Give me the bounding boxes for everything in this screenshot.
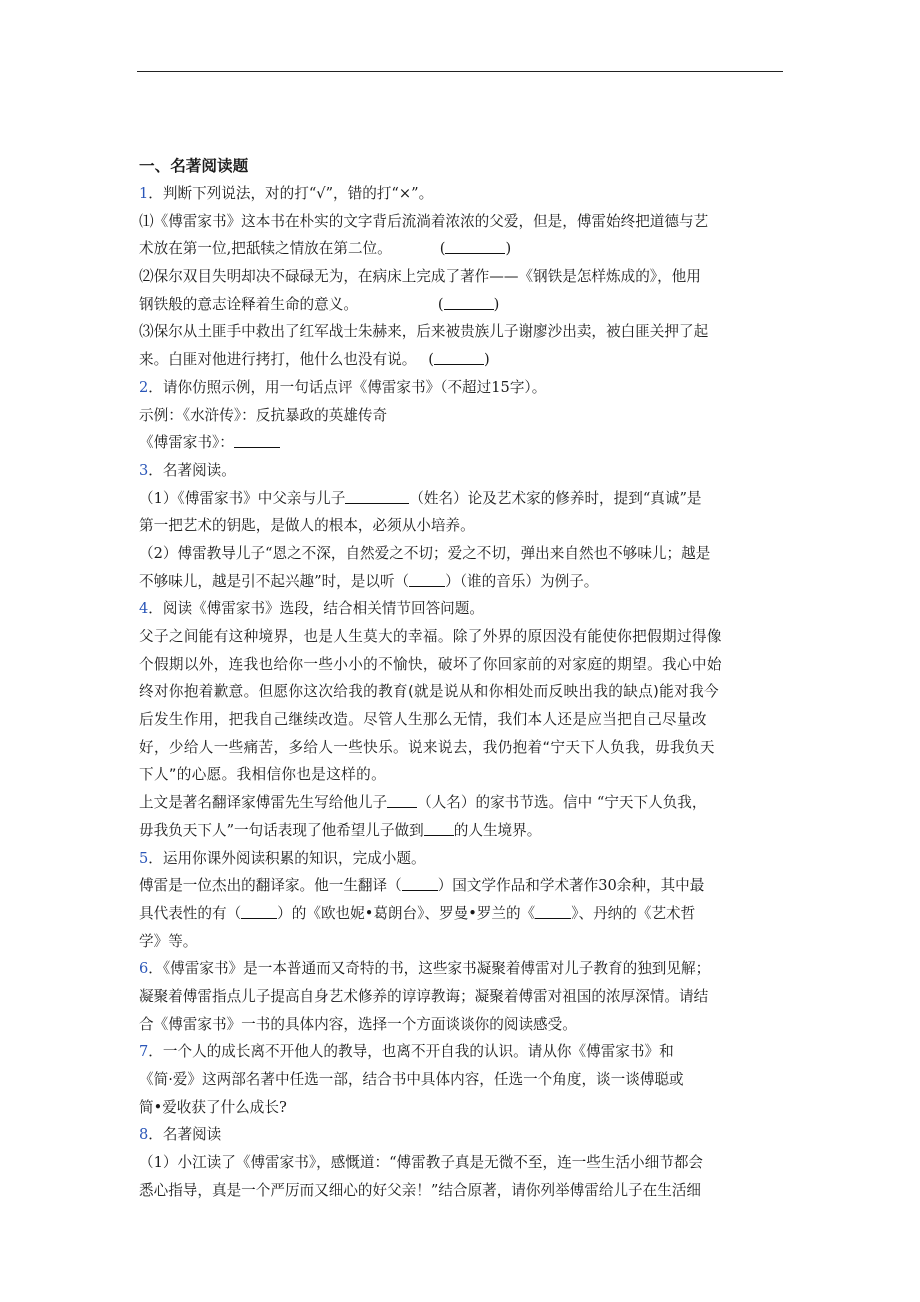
question-text: ．一个人的成长离不开他人的教导，也离不开自我的认识。请从你《傅雷家书》和 [148, 1043, 674, 1061]
q4-question-line2 [139, 817, 781, 845]
question-text: ．阅读《傅雷家书》选段，结合相关情节回答问题。 [148, 600, 484, 618]
q1-item3-line1: ⑶保尔从土匪手中救出了红军战士朱赫来，后来被贵族儿子谢廖沙出卖，被白匪关押了起 [139, 323, 709, 341]
question-number: 1 [139, 185, 149, 202]
document-body [139, 152, 781, 1204]
q1-stem [139, 180, 781, 208]
question-number: 5 [139, 849, 149, 867]
answer-blank[interactable] [241, 904, 277, 919]
q7-line1 [139, 1038, 781, 1066]
question-text: ）国文学作品和学术著作30余种，其中最 [437, 877, 705, 895]
q4-stem [139, 595, 781, 623]
answer-blank[interactable] [234, 433, 280, 448]
q1-item2-line2 [139, 291, 781, 319]
q4-excerpt-line: 个假期以外，连我也给你一些小小的不愉快，破坏了你回家前的对家庭的期望。我心中始 [139, 655, 722, 673]
q2-answer-line [139, 429, 781, 457]
part-text: ）（谁的音乐）为例子。 [445, 572, 599, 590]
question-text: ．请你仿照示例，用一句话点评《傅雷家书》（不超过15字）。 [148, 378, 547, 396]
item-text: 钢铁般的意志诠释着生命的意义。 [139, 295, 358, 313]
q6-line2: 凝聚着傅雷指点儿子提高自身艺术修养的谆谆教诲；凝聚着傅雷对祖国的浓厚深情。请结 [139, 987, 709, 1005]
q6-line3: 合《傅雷家书》一书的具体内容，选择一个方面谈谈你的阅读感受。 [139, 1015, 577, 1033]
q4-excerpt-line: 下人”的心愿。我相信你也是这样的。 [139, 766, 387, 784]
q5-line1 [139, 872, 781, 900]
q7-line2: 《简·爱》这两部名著中任选一部，结合书中具体内容，任选一个角度，谈一谈傅聪或 [139, 1071, 684, 1088]
q8-line2: 悉心指导，真是一个严厉而又细心的好父亲！”结合原著，请你列举傅雷给儿子在生活细 [139, 1181, 702, 1199]
q1-item3-line2 [139, 346, 781, 374]
section-title: 一、名著阅读题 [139, 156, 249, 175]
q8-stem [139, 1121, 781, 1149]
answer-blank[interactable]: ( ) [439, 240, 512, 258]
q5-line3: 学》等。 [139, 932, 198, 950]
q4-excerpt-line: 好，少给人一些痛苦，多给人一些快乐。说来说去，我仍抱着“宁天下人负我，毋我负天 [139, 738, 715, 756]
answer-label: 《傅雷家书》： [139, 434, 234, 452]
question-text: ．判断下列说法，对的打“√”，错的打“×”。 [148, 185, 434, 202]
question-text: 傅雷是一位杰出的翻译家。他一生翻译（ [139, 877, 402, 895]
question-text: ．名著阅读。 [148, 461, 236, 479]
q4-excerpt-line: 后发生作用，把我自己继续改造。尽管人生那么无情，我们本人还是应当把自己尽量改 [139, 711, 707, 729]
question-text: 上文是著名翻译家傅雷先生写给他儿子 [139, 794, 388, 812]
q3-part2-line1: （2）傅雷教导儿子“恩之不深，自然爱之不切；爱之不切，弹出来自然也不够味儿；越是 [139, 544, 711, 562]
q4-excerpt-line: 终对你抱着歉意。但愿你这次给我的教育(就是说从和你相处而反映出我的缺点)能对我今 [139, 683, 719, 701]
answer-blank[interactable] [535, 904, 571, 919]
question-text: ．《傅雷家书》是一本普通而又奇特的书，这些家书凝聚着傅雷对儿子教育的独到见解； [148, 960, 711, 978]
question-text: 毋我负天下人”一句话表现了他希望儿子做到 [139, 821, 424, 839]
header-rule [137, 71, 783, 72]
question-number: 8 [139, 1126, 149, 1144]
answer-blank[interactable] [345, 489, 409, 504]
answer-blank[interactable]: ( ) [428, 351, 490, 369]
item-text: 来。白匪对他进行拷打，他什么也没有说。 [139, 351, 417, 369]
q1-item2-line1: ⑵保尔双目失明却决不碌碌无为，在病床上完成了著作——《钢铁是怎样炼成的》，他用 [139, 268, 701, 286]
question-number: 7 [139, 1043, 149, 1061]
q6-line1 [139, 955, 781, 983]
part-text: （姓名）论及艺术家的修养时，提到“真诚”是 [409, 489, 702, 507]
question-text: 》、丹纳的《艺术哲 [571, 904, 696, 922]
question-number: 4 [139, 600, 149, 618]
q2-example: 示例：《水浒传》：反抗暴政的英雄传奇 [139, 406, 388, 424]
question-text: （人名）的家书节选。信中 “宁天下人负我， [417, 794, 707, 812]
part-text: （1）《傅雷家书》中父亲与儿子 [139, 489, 346, 507]
q3-part2-line2 [139, 568, 781, 596]
q4-excerpt-line: 父子之间能有这种境界，也是人生莫大的幸福。除了外界的原因没有能使你把假期过得像 [139, 628, 722, 645]
q5-line2 [139, 900, 781, 928]
answer-blank[interactable] [409, 572, 445, 587]
question-number: 6 [139, 960, 149, 978]
question-text: 的人生境界。 [453, 821, 542, 839]
question-text: ）的《欧也妮•葛朗台》、罗曼•罗兰的《 [277, 904, 536, 922]
q8-line1: （1）小江读了《傅雷家书》，感慨道：“傅雷教子真是无微不至，连一些生活小细节都会 [139, 1154, 704, 1172]
q3-part1-line2: 第一把艺术的钥匙，是做人的根本，必须从小培养。 [139, 517, 475, 535]
question-number: 2 [139, 378, 149, 396]
q3-part1-line1 [139, 485, 781, 513]
answer-blank[interactable] [424, 821, 454, 836]
question-text: 具代表性的有（ [139, 904, 242, 922]
q5-stem [139, 845, 781, 873]
answer-blank[interactable] [402, 876, 438, 891]
part-text: 不够味儿，越是引不起兴趣”时，是以听（ [139, 572, 410, 590]
item-text: 术放在第一位,把舐犊之情放在第二位。 [139, 240, 392, 258]
answer-blank[interactable]: ( ) [437, 295, 500, 313]
q7-line3: 简•爱收获了什么成长? [139, 1098, 287, 1116]
question-number: 3 [139, 461, 149, 479]
question-text: ．名著阅读 [148, 1126, 222, 1144]
q1-item1-line1: ⑴《傅雷家书》这本书在朴实的文字背后流淌着浓浓的父爱，但是，傅雷始终把道德与艺 [139, 212, 709, 230]
answer-blank[interactable] [387, 793, 417, 808]
q4-question-line1 [139, 789, 781, 817]
q1-item1-line2 [139, 235, 781, 263]
q3-stem [139, 457, 781, 485]
question-text: ．运用你课外阅读积累的知识，完成小题。 [148, 849, 426, 867]
q2-stem [139, 374, 781, 402]
